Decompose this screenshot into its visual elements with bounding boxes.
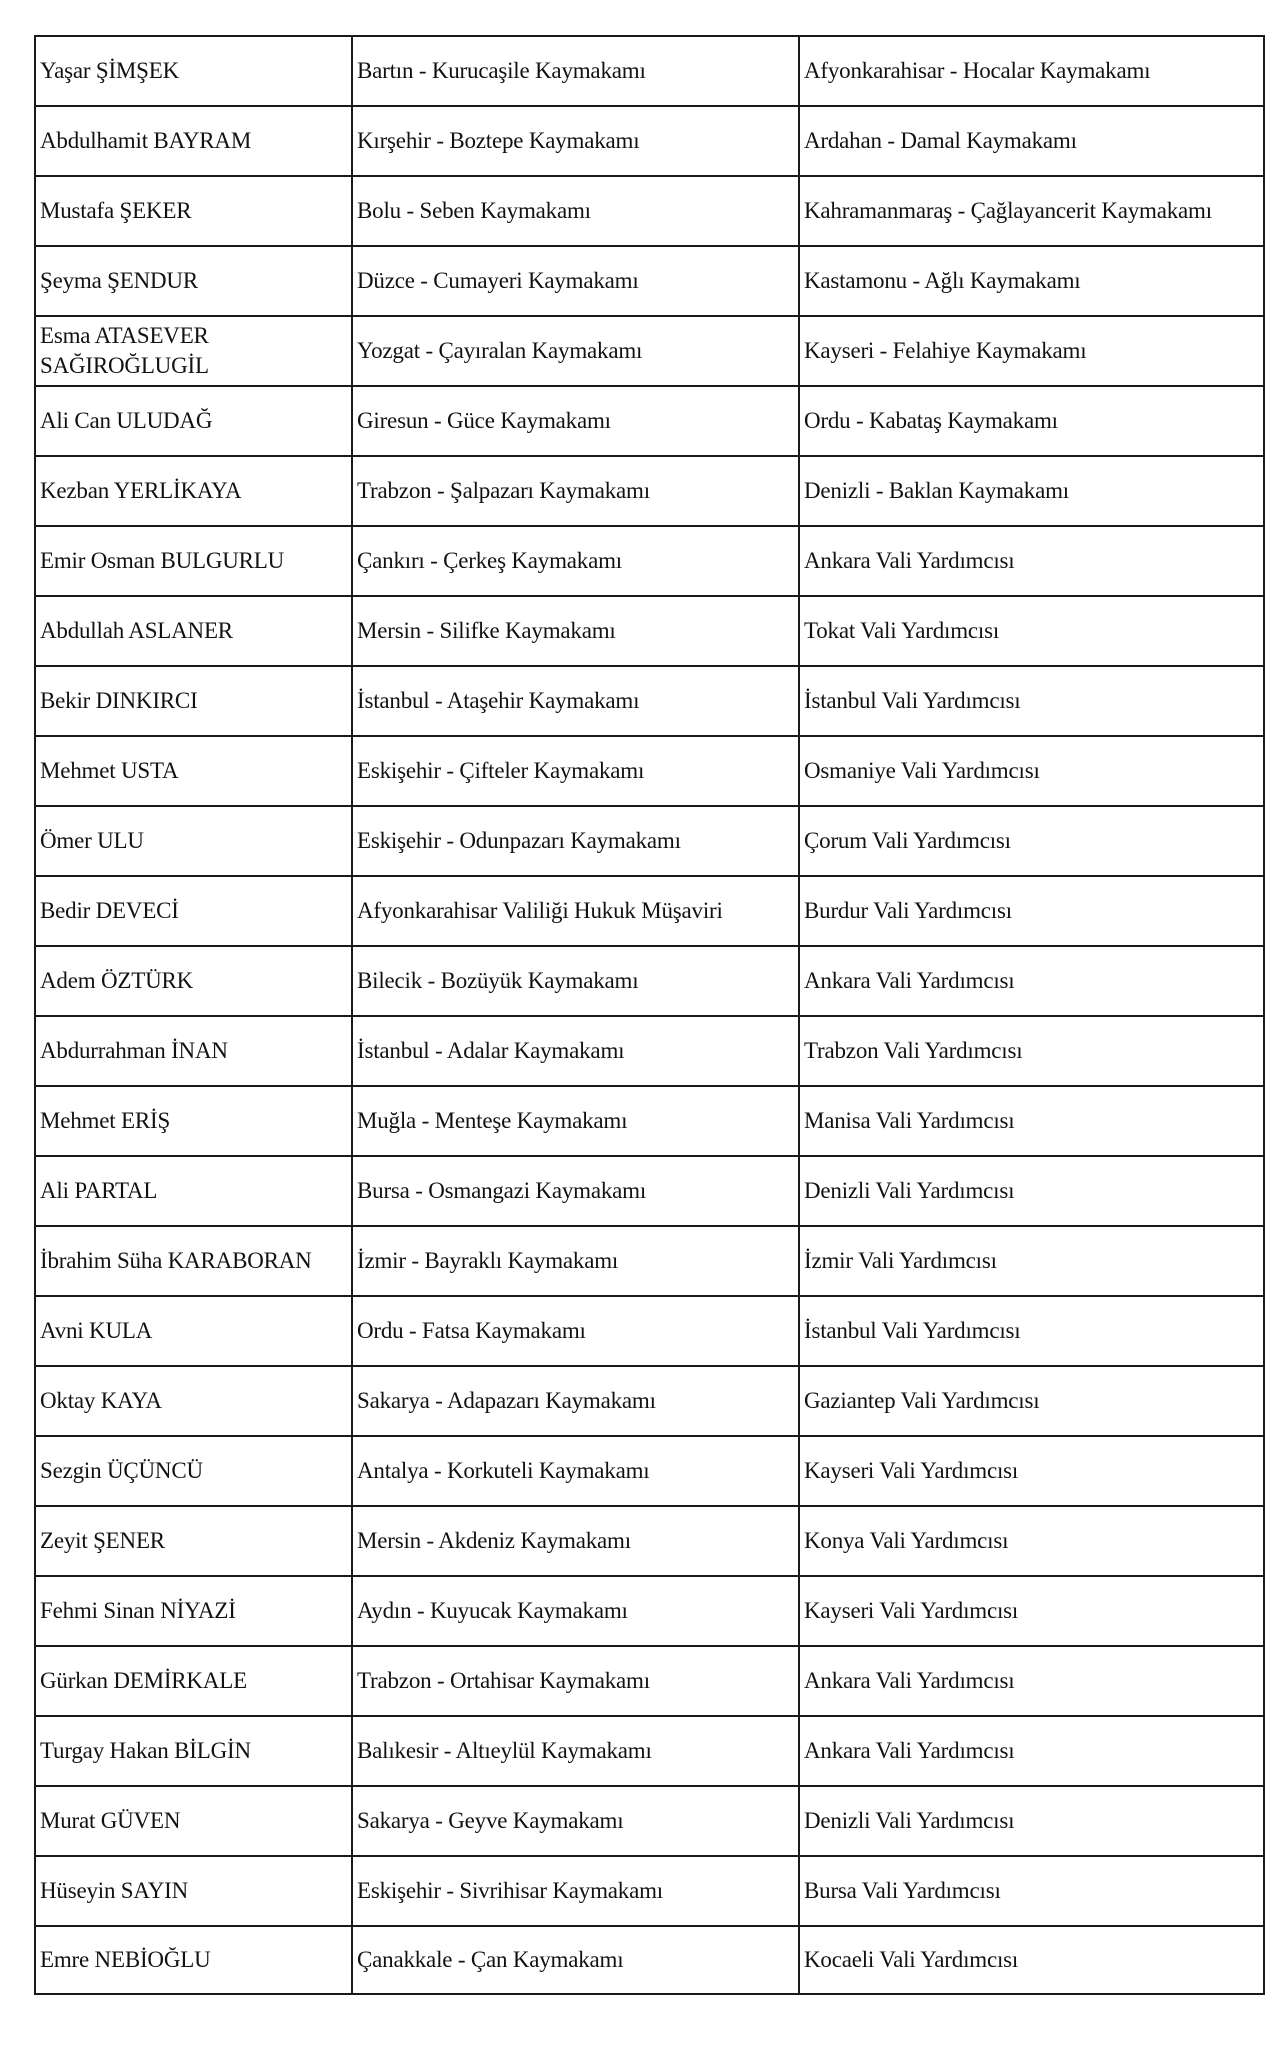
current-post-cell: İstanbul - Ataşehir Kaymakamı — [352, 666, 799, 736]
assigned-post-cell: Çorum Vali Yardımcısı — [799, 806, 1264, 876]
table-row — [35, 1786, 1264, 1856]
name-cell: Ali Can ULUDAĞ — [35, 386, 352, 456]
current-post-cell: Giresun - Güce Kaymakamı — [352, 386, 799, 456]
current-post-cell: Trabzon - Ortahisar Kaymakamı — [352, 1646, 799, 1716]
table-row — [35, 1016, 1264, 1086]
name-cell: Abdullah ASLANER — [35, 596, 352, 666]
table-row — [35, 596, 1264, 666]
assigned-post-cell: Kastamonu - Ağlı Kaymakamı — [799, 246, 1264, 316]
name-cell: Mustafa ŞEKER — [35, 176, 352, 246]
name-cell: İbrahim Süha KARABORAN — [35, 1226, 352, 1296]
assigned-post-cell: Ankara Vali Yardımcısı — [799, 1646, 1264, 1716]
table-row — [35, 736, 1264, 806]
current-post-cell: Eskişehir - Sivrihisar Kaymakamı — [352, 1856, 799, 1926]
current-post-cell: Antalya - Korkuteli Kaymakamı — [352, 1436, 799, 1506]
name-cell: Oktay KAYA — [35, 1366, 352, 1436]
assigned-post-cell: Kahramanmaraş - Çağlayancerit Kaymakamı — [799, 176, 1264, 246]
name-cell: Sezgin ÜÇÜNCÜ — [35, 1436, 352, 1506]
current-post-cell: Çankırı - Çerkeş Kaymakamı — [352, 526, 799, 596]
assigned-post-cell: Kocaeli Vali Yardımcısı — [799, 1926, 1264, 1994]
table-row — [35, 1296, 1264, 1366]
assigned-post-cell: Kayseri - Felahiye Kaymakamı — [799, 316, 1264, 386]
table-row — [35, 1576, 1264, 1646]
name-cell: Ömer ULU — [35, 806, 352, 876]
name-cell: Emre NEBİOĞLU — [35, 1926, 352, 1994]
assigned-post-cell: Denizli - Baklan Kaymakamı — [799, 456, 1264, 526]
table-row — [35, 876, 1264, 946]
assigned-post-cell: Denizli Vali Yardımcısı — [799, 1156, 1264, 1226]
name-cell: Abdurrahman İNAN — [35, 1016, 352, 1086]
name-cell: Turgay Hakan BİLGİN — [35, 1716, 352, 1786]
table-row — [35, 176, 1264, 246]
assigned-post-cell: Manisa Vali Yardımcısı — [799, 1086, 1264, 1156]
name-cell: Ali PARTAL — [35, 1156, 352, 1226]
table-row — [35, 36, 1264, 106]
current-post-cell: Bartın - Kurucaşile Kaymakamı — [352, 36, 799, 106]
assigned-post-cell: Bursa Vali Yardımcısı — [799, 1856, 1264, 1926]
current-post-cell: Muğla - Menteşe Kaymakamı — [352, 1086, 799, 1156]
name-cell: Hüseyin SAYIN — [35, 1856, 352, 1926]
current-post-cell: Eskişehir - Odunpazarı Kaymakamı — [352, 806, 799, 876]
assignment-table-body — [35, 36, 1264, 1994]
table-row — [35, 1646, 1264, 1716]
current-post-cell: Eskişehir - Çifteler Kaymakamı — [352, 736, 799, 806]
current-post-cell: Mersin - Akdeniz Kaymakamı — [352, 1506, 799, 1576]
table-row — [35, 1856, 1264, 1926]
table-row — [35, 806, 1264, 876]
table-row — [35, 1226, 1264, 1296]
current-post-cell: Bolu - Seben Kaymakamı — [352, 176, 799, 246]
current-post-cell: Bursa - Osmangazi Kaymakamı — [352, 1156, 799, 1226]
current-post-cell: İstanbul - Adalar Kaymakamı — [352, 1016, 799, 1086]
name-cell: Bekir DINKIRCI — [35, 666, 352, 736]
assigned-post-cell: İstanbul Vali Yardımcısı — [799, 666, 1264, 736]
name-cell: Yaşar ŞİMŞEK — [35, 36, 352, 106]
assigned-post-cell: Ankara Vali Yardımcısı — [799, 526, 1264, 596]
name-cell: Emir Osman BULGURLU — [35, 526, 352, 596]
assigned-post-cell: Gaziantep Vali Yardımcısı — [799, 1366, 1264, 1436]
assigned-post-cell: Konya Vali Yardımcısı — [799, 1506, 1264, 1576]
table-row — [35, 106, 1264, 176]
current-post-cell: İzmir - Bayraklı Kaymakamı — [352, 1226, 799, 1296]
table-row — [35, 1926, 1264, 1994]
name-cell: Gürkan DEMİRKALE — [35, 1646, 352, 1716]
assigned-post-cell: Ordu - Kabataş Kaymakamı — [799, 386, 1264, 456]
current-post-cell: Sakarya - Geyve Kaymakamı — [352, 1786, 799, 1856]
assigned-post-cell: Ankara Vali Yardımcısı — [799, 946, 1264, 1016]
name-cell: Fehmi Sinan NİYAZİ — [35, 1576, 352, 1646]
assigned-post-cell: Ankara Vali Yardımcısı — [799, 1716, 1264, 1786]
current-post-cell: Afyonkarahisar Valiliği Hukuk Müşaviri — [352, 876, 799, 946]
assignment-table — [34, 35, 1265, 1995]
table-row — [35, 386, 1264, 456]
table-row — [35, 666, 1264, 736]
current-post-cell: Sakarya - Adapazarı Kaymakamı — [352, 1366, 799, 1436]
assigned-post-cell: Ardahan - Damal Kaymakamı — [799, 106, 1264, 176]
name-cell: Murat GÜVEN — [35, 1786, 352, 1856]
assigned-post-cell: Burdur Vali Yardımcısı — [799, 876, 1264, 946]
assigned-post-cell: İstanbul Vali Yardımcısı — [799, 1296, 1264, 1366]
name-cell: Mehmet USTA — [35, 736, 352, 806]
assigned-post-cell: Tokat Vali Yardımcısı — [799, 596, 1264, 666]
name-cell: Zeyit ŞENER — [35, 1506, 352, 1576]
table-row — [35, 946, 1264, 1016]
name-cell: Mehmet ERİŞ — [35, 1086, 352, 1156]
table-row — [35, 526, 1264, 596]
current-post-cell: Ordu - Fatsa Kaymakamı — [352, 1296, 799, 1366]
current-post-cell: Bilecik - Bozüyük Kaymakamı — [352, 946, 799, 1016]
assigned-post-cell: İzmir Vali Yardımcısı — [799, 1226, 1264, 1296]
table-row — [35, 1716, 1264, 1786]
name-cell: Bedir DEVECİ — [35, 876, 352, 946]
table-row — [35, 1086, 1264, 1156]
current-post-cell: Kırşehir - Boztepe Kaymakamı — [352, 106, 799, 176]
table-row — [35, 1506, 1264, 1576]
current-post-cell: Balıkesir - Altıeylül Kaymakamı — [352, 1716, 799, 1786]
table-row — [35, 1436, 1264, 1506]
assigned-post-cell: Trabzon Vali Yardımcısı — [799, 1016, 1264, 1086]
assigned-post-cell: Osmaniye Vali Yardımcısı — [799, 736, 1264, 806]
current-post-cell: Aydın - Kuyucak Kaymakamı — [352, 1576, 799, 1646]
assigned-post-cell: Kayseri Vali Yardımcısı — [799, 1436, 1264, 1506]
name-cell: Avni KULA — [35, 1296, 352, 1366]
name-cell: Esma ATASEVER SAĞIROĞLUGİL — [35, 316, 352, 386]
table-row — [35, 246, 1264, 316]
table-row — [35, 1366, 1264, 1436]
current-post-cell: Çanakkale - Çan Kaymakamı — [352, 1926, 799, 1994]
assigned-post-cell: Kayseri Vali Yardımcısı — [799, 1576, 1264, 1646]
name-cell: Şeyma ŞENDUR — [35, 246, 352, 316]
table-row — [35, 316, 1264, 386]
table-row — [35, 1156, 1264, 1226]
assigned-post-cell: Afyonkarahisar - Hocalar Kaymakamı — [799, 36, 1264, 106]
name-cell: Adem ÖZTÜRK — [35, 946, 352, 1016]
current-post-cell: Düzce - Cumayeri Kaymakamı — [352, 246, 799, 316]
table-row — [35, 456, 1264, 526]
name-cell: Abdulhamit BAYRAM — [35, 106, 352, 176]
current-post-cell: Mersin - Silifke Kaymakamı — [352, 596, 799, 666]
current-post-cell: Trabzon - Şalpazarı Kaymakamı — [352, 456, 799, 526]
assigned-post-cell: Denizli Vali Yardımcısı — [799, 1786, 1264, 1856]
current-post-cell: Yozgat - Çayıralan Kaymakamı — [352, 316, 799, 386]
name-cell: Kezban YERLİKAYA — [35, 456, 352, 526]
